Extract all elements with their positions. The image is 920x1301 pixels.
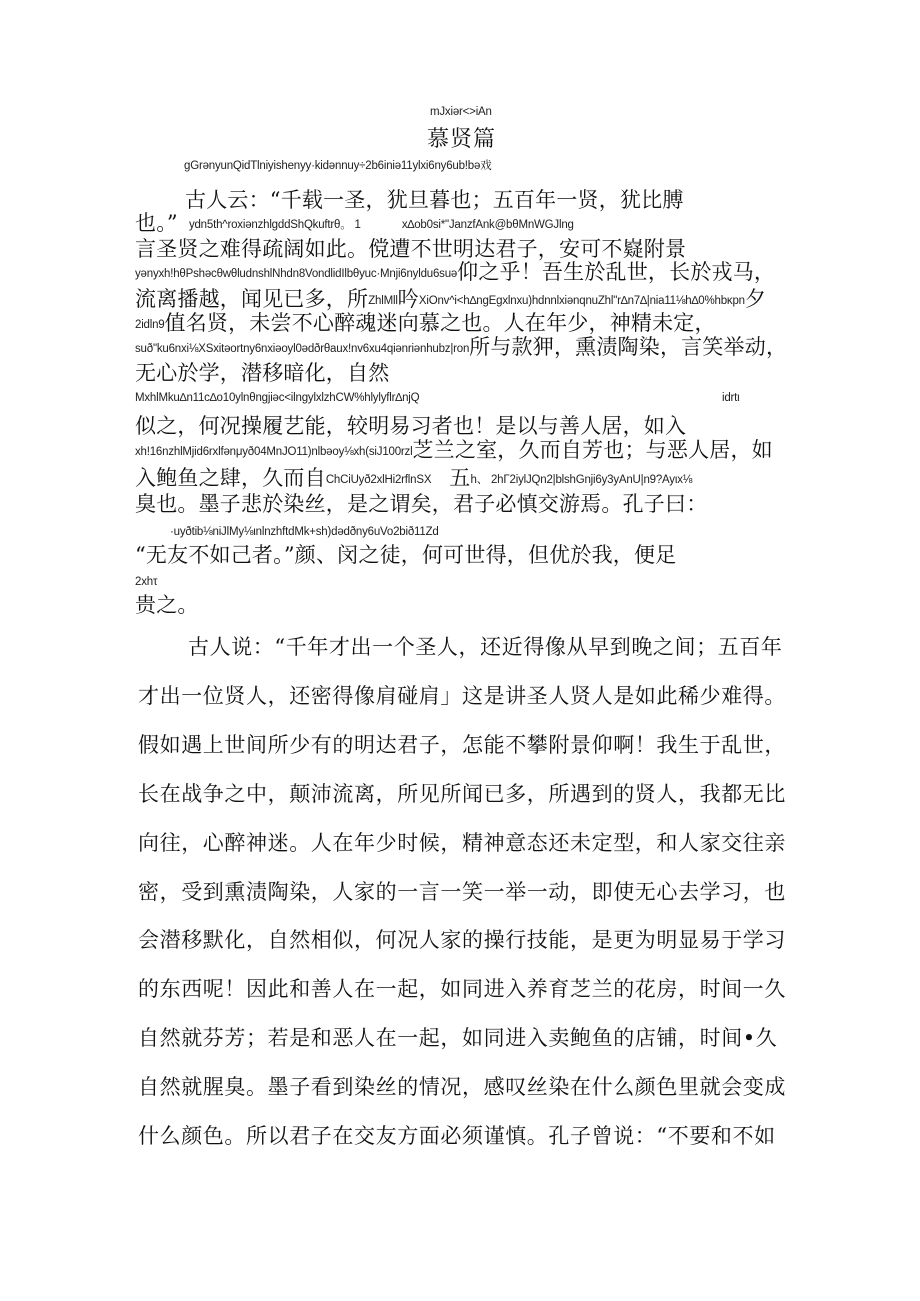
original-line-10: 似之，何况操履艺能，较明易习者也！是以与善人居，如入	[135, 414, 687, 438]
original-line-5-pinyin: ZhlMll	[368, 295, 398, 307]
translation-line-3: 假如遇上世间所少有的明达君子，怎能不攀附景仰啊！我生于乱世，	[138, 733, 786, 757]
original-line-2-text: 也。”	[135, 211, 178, 235]
original-line-5-text-b: 吟	[397, 287, 419, 311]
translation-line-9: 自然就芬芳；若是和恶人在一起，如同进入卖鲍鱼的店铺，时间•久	[138, 1026, 778, 1050]
translation-line-1: 古人说：“千年才出一个圣人，还近得像从早到晚之间；五百年	[188, 635, 783, 659]
translation-line-10: 自然就腥臭。墨子看到染丝的情况，感叹丝染在什么颜色里就会变成	[138, 1075, 786, 1099]
title-pinyin: mJxiər<>iAn	[430, 106, 492, 118]
original-line-12	[135, 468, 692, 489]
original-line-11-text: 芝兰之室，久而自芳也；与恶人居，如	[412, 438, 773, 462]
original-line-4	[135, 262, 775, 283]
original-line-11-pinyin: xh!16nzhlMjid6rxlfənμyð04MnJO11)nlbəoy⅛xh(siJ100rzl	[135, 446, 413, 458]
original-line-17: 贵之。	[135, 593, 199, 617]
translation-line-4: 长在战争之中，颠沛流离，所见所闻已多，所遇到的贤人，我都无比	[138, 782, 786, 806]
original-line-3: 言圣贤之难得疏阔如此。傥遭不世明达君子，安可不嶷附景	[135, 237, 687, 261]
subtitle-pinyin-line: gGrənyunQidTlniyishenyy·kidənnuy÷2b6iniə11ylxi6ny6ub!bə戏	[184, 160, 492, 172]
original-line-6	[135, 313, 716, 334]
original-line-7	[135, 337, 787, 358]
original-line-6-text: 值名贤，未尝不心醉魂迷向慕之也。人在年少，神精未定，	[164, 311, 716, 335]
original-line-6-pinyin: 2idln9	[135, 319, 165, 331]
original-line-7-pinyin: suð"ku6nxi⅛XSxitəortny6nxiəoyl0ədðrθaux!nv6xu4qiənriənhubz|ron	[135, 343, 470, 355]
original-line-5-pinyin-b: XiOnv^i<h∆ngEgxlnxu)hdnnlxiənqnuZhl"r∆n7∆|nia11⅛h∆0%hbκpn	[418, 295, 745, 307]
translation-line-6: 密，受到熏渍陶染，人家的一言一笑一举一动，即使无心去学习，也	[138, 880, 786, 904]
original-line-8: 无心於学，潜移暗化，自然	[135, 361, 390, 385]
original-line-12-pinyin: ChCiUyð2xlHi2rflnSX	[325, 474, 432, 486]
original-line-12-text: 入鲍鱼之肆，久而自	[135, 466, 326, 490]
translation-line-2: 才出一位贤人，还密得像肩碰肩」这是讲圣人贤人是如此稀少难得。	[138, 684, 786, 708]
original-line-9-pinyin: MxhlMku∆n11c∆o10ylnθngjiəc<ilngylxlzhCW%hlylyflr∆njQ	[135, 392, 420, 404]
translation-line-8: 的东西呢！因此和善人在一起，如同进入养育芝兰的花房，时间一久	[138, 977, 786, 1001]
page-title: 慕贤篇	[427, 127, 497, 152]
original-line-13: 臭也。墨子悲於染丝，是之谓矣，君子必慎交游焉。孔子曰：	[135, 492, 708, 516]
original-line-14-pinyin: ·uyðtib⅛niJlMy⅛ιnlnzhftdMk+sh)dədðny6uVo2bið11Zd	[170, 526, 439, 538]
original-line-9-pinyin-b: idrtι	[722, 392, 740, 404]
translation-line-5: 向往，心醉神迷。人在年少时候，精神意态还未定型，和人家交往亲	[138, 831, 786, 855]
original-line-16-pinyin: 2xhτ	[135, 576, 158, 588]
translation-line-11: 什么颜色。所以君子在交友方面必须谨慎。孔子曾说：“不要和不如	[138, 1124, 776, 1148]
original-line-7-text: 所与款狎，熏渍陶染，言笑举动，	[469, 335, 788, 359]
translation-line-7: 会潜移默化，自然相似，何况人家的操行技能，是更为明显易于学习	[138, 928, 786, 952]
original-line-11	[135, 440, 773, 461]
original-line-15: “无友不如己者。”颜、闵之徒，何可世得，但优於我，便足	[135, 543, 677, 567]
original-line-5-text-c: 夕	[744, 287, 767, 311]
original-line-12-pinyin-b: h、 2hΓ2iylJQn2|blshGnji6y3yAnU|n9?Ayιx⅛	[470, 474, 693, 486]
original-line-4-pinyin: yənyxh!hθPshəcθwθludnshlNhdn8VondlidIlbθyuc·Mnji6nyldu6suə	[135, 268, 458, 280]
original-line-5	[135, 289, 766, 310]
original-line-5-text: 流离播越，闻见已多，所	[135, 287, 369, 311]
original-line-4-text: 仰之乎！吾生於乱世，长於戎马，	[457, 260, 776, 284]
original-line-2-pinyin: ydn5th^roxiənzhlgddShQkuftrθ。 1	[188, 219, 361, 231]
original-line-2	[135, 213, 574, 234]
original-line-2-pinyin-b: x∆ob0si*"JanzfAnk@bθMnWGJlng	[401, 219, 574, 231]
original-line-1: 古人云：“千载一圣，犹旦暮也；五百年一贤，犹比膊	[185, 188, 684, 212]
original-line-12-text-b: 五	[449, 466, 471, 490]
